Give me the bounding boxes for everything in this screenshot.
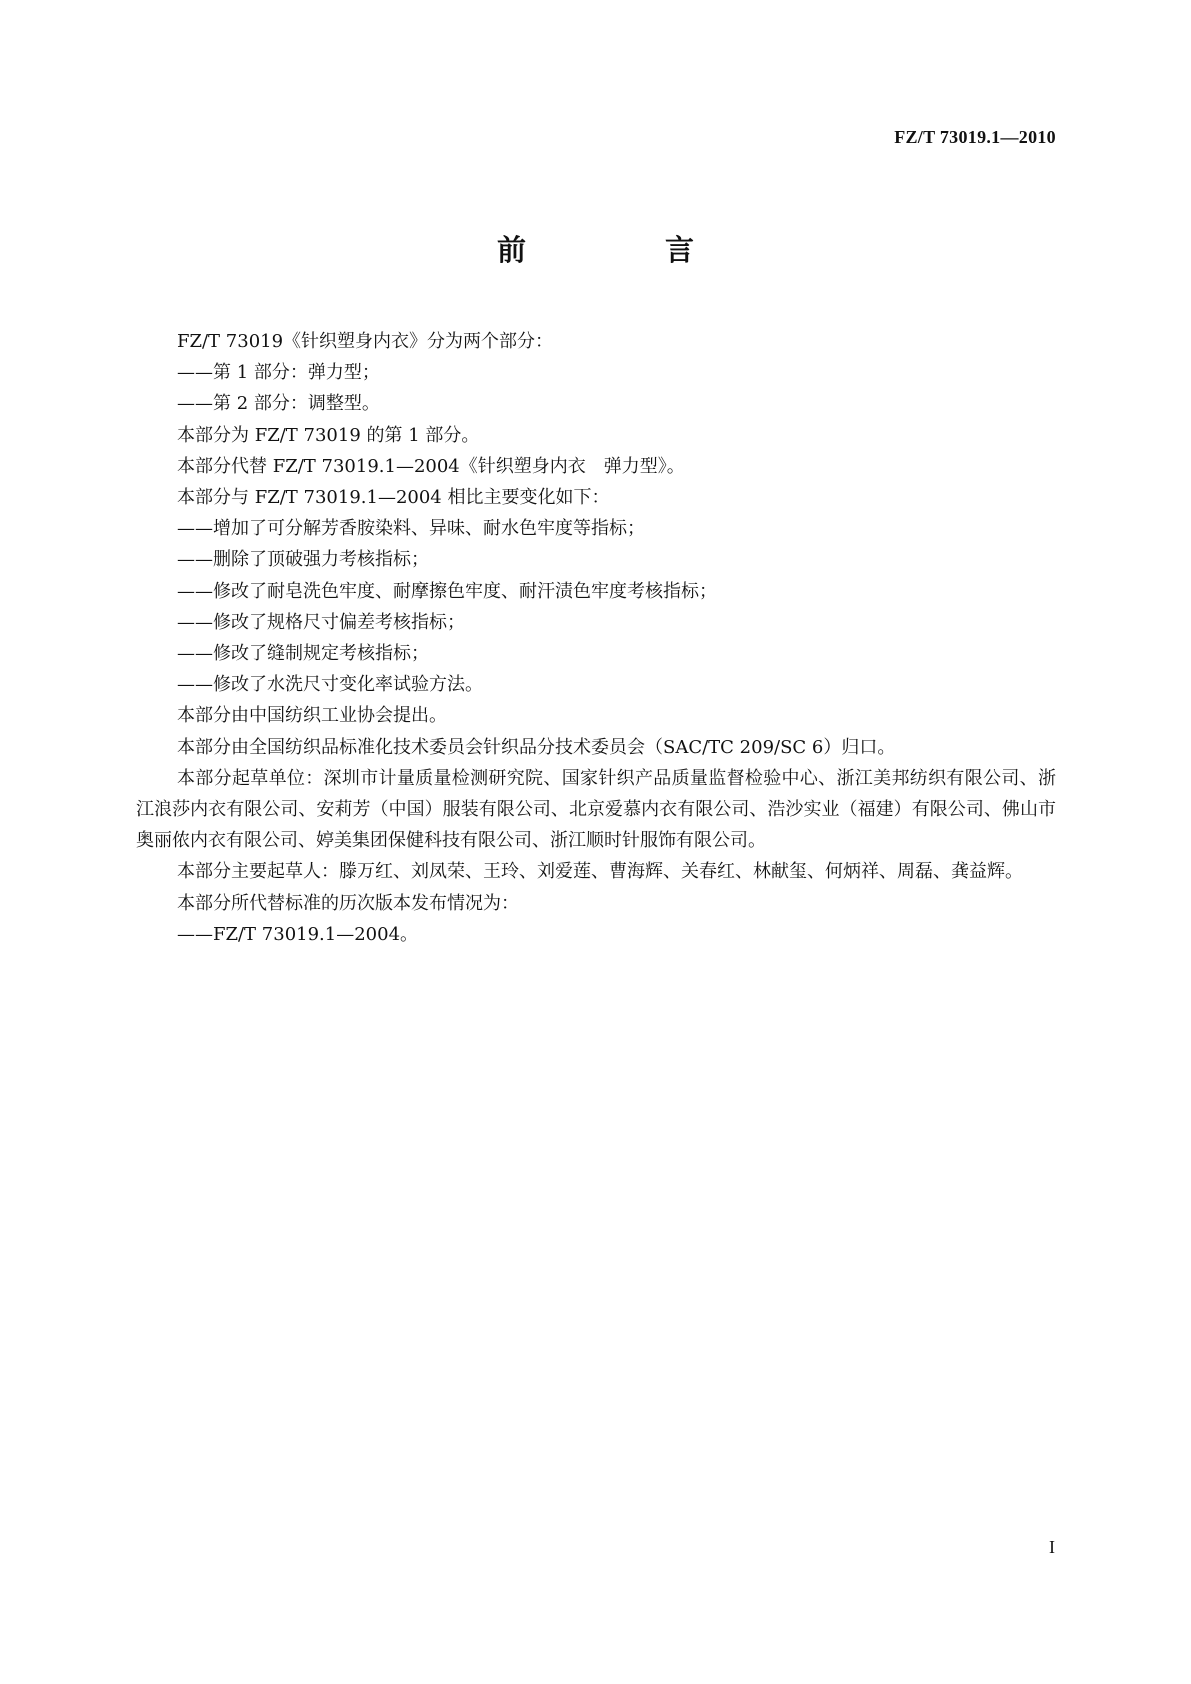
paragraph: ——增加了可分解芳香胺染料、异味、耐水色牢度等指标；: [177, 518, 645, 540]
paragraph: FZ/T 73019《针织塑身内衣》分为两个部分：: [177, 331, 554, 352]
paragraph: ——FZ/T 73019.1—2004。: [177, 923, 419, 945]
paragraph: 本部分主要起草人：滕万红、刘凤荣、王玲、刘爱莲、曹海辉、关春红、林献玺、何炳祥、周磊、龚益辉。: [177, 861, 1023, 883]
page-title: 前 言: [496, 233, 749, 267]
paragraph: 本部分代替 FZ/T 73019.1—2004《针织塑身内衣 弹力型》。: [177, 455, 685, 477]
paragraph: ——修改了缝制规定考核指标；: [177, 643, 429, 665]
paragraph: 本部分为 FZ/T 73019 的第 1 部分。: [177, 424, 480, 446]
paragraph: ——第 2 部分：调整型。: [177, 393, 380, 415]
paragraph: 本部分起草单位：深圳市计量质量检测研究院、国家针织产品质量监督检验中心、浙江美邦纺织有限公司、浙江浪莎内衣有限公司、安莉芳（中国）服装有限公司、北京爱慕内衣有限公司、浩沙实业（福建）有限公司、佛山市奥丽侬内衣有限公司、婷美集团保健科技有限公司、浙江顺时针服饰有限公司。: [136, 767, 1056, 852]
paragraph: ——修改了水洗尺寸变化率试验方法。: [177, 674, 483, 696]
standard-code: FZ/T 73019.1—2010: [894, 127, 1056, 147]
paragraph: ——修改了耐皂洗色牢度、耐摩擦色牢度、耐汗渍色牢度考核指标；: [177, 580, 717, 602]
paragraph: ——删除了顶破强力考核指标；: [177, 549, 429, 571]
paragraph: ——修改了规格尺寸偏差考核指标；: [177, 611, 465, 633]
paragraph: 本部分由全国纺织品标准化技术委员会针织品分技术委员会（SAC/TC 209/SC 6）归口。: [177, 736, 896, 758]
paragraph: ——第 1 部分：弹力型；: [177, 362, 380, 384]
foreword-body: [136, 326, 1056, 950]
page-number: I: [1049, 1537, 1055, 1557]
paragraph: 本部分与 FZ/T 73019.1—2004 相比主要变化如下：: [177, 487, 610, 509]
paragraph: 本部分由中国纺织工业协会提出。: [177, 705, 447, 727]
paragraph: 本部分所代替标准的历次版本发布情况为：: [177, 892, 519, 914]
